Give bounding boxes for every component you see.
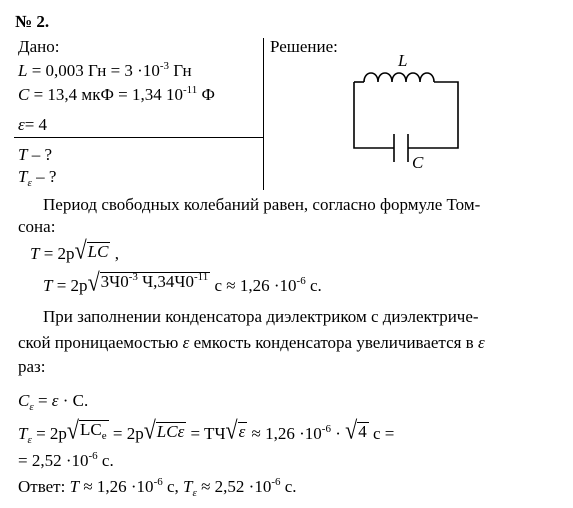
paragraph-2-line-1: При заполнении конденсатора диэлектриком с диэлектриче- bbox=[43, 307, 479, 326]
inductor-coil bbox=[364, 73, 434, 82]
inductor-label: L bbox=[398, 51, 408, 70]
capacitor-label: C bbox=[412, 153, 424, 172]
lc-circuit-diagram bbox=[340, 50, 470, 175]
formula-thomson: T = 2p √ LC , bbox=[30, 235, 119, 265]
solution-heading: Решение: bbox=[270, 37, 338, 56]
paragraph-2-line-3: раз: bbox=[18, 357, 46, 376]
formula-capacitance-dielectric: $C_\varepsilon = \varepsilon \cdot C$. bbox=[18, 391, 89, 413]
formula-period-dielectric-result: = $2,52 \cdot 10^{-6}$ с. bbox=[18, 450, 114, 470]
find-T: T – ? bbox=[18, 145, 53, 164]
given-L: L = 0,003 Гн = $3 \cdot 10^{-3}$ Гн bbox=[18, 60, 192, 80]
circuit-wire-right bbox=[408, 82, 458, 148]
paragraph-2-line-2: ской проницаемостью ε емкость конденсатора увеличивается в ε bbox=[18, 333, 485, 352]
find-Te: $T_\varepsilon$ – ? bbox=[18, 167, 57, 189]
given-heading: Дано: bbox=[18, 37, 60, 56]
given-epsilon: ε= 4 bbox=[18, 115, 48, 134]
paragraph-1-line-1: Период свободных колебаний равен, согласно формуле Том- bbox=[43, 195, 481, 214]
paragraph-1-line-2: сона: bbox=[18, 217, 56, 236]
formula-period-dielectric: $T_\varepsilon = 2p$ √ $LC_e$ = 2p √ LCε = TЧ √ ε ≈ $1,26 \cdot 10^{-6}$ · √ 4 с = bbox=[18, 415, 395, 446]
problem-number: № 2. bbox=[15, 12, 50, 31]
answer-line: Ответ: $T \approx 1,26 \cdot 10^{-6}$ с, $T_\varepsilon \approx 2,52 \cdot 10^{-6}$ с. bbox=[18, 476, 297, 499]
formula-thomson-numeric: T = 2p √ $3Ч0^{-3}$ $Ч,34Ч0^{-11}$ $c \approx 1,26 \cdot 10^{-6}$ с. bbox=[43, 267, 322, 297]
given-C: C = 13,4 мкФ = 1,34 $10^{-11}$ Ф bbox=[18, 84, 215, 104]
given-divider bbox=[14, 137, 263, 138]
circuit-wire-left bbox=[354, 82, 394, 148]
given-vertical-rule bbox=[263, 38, 264, 190]
